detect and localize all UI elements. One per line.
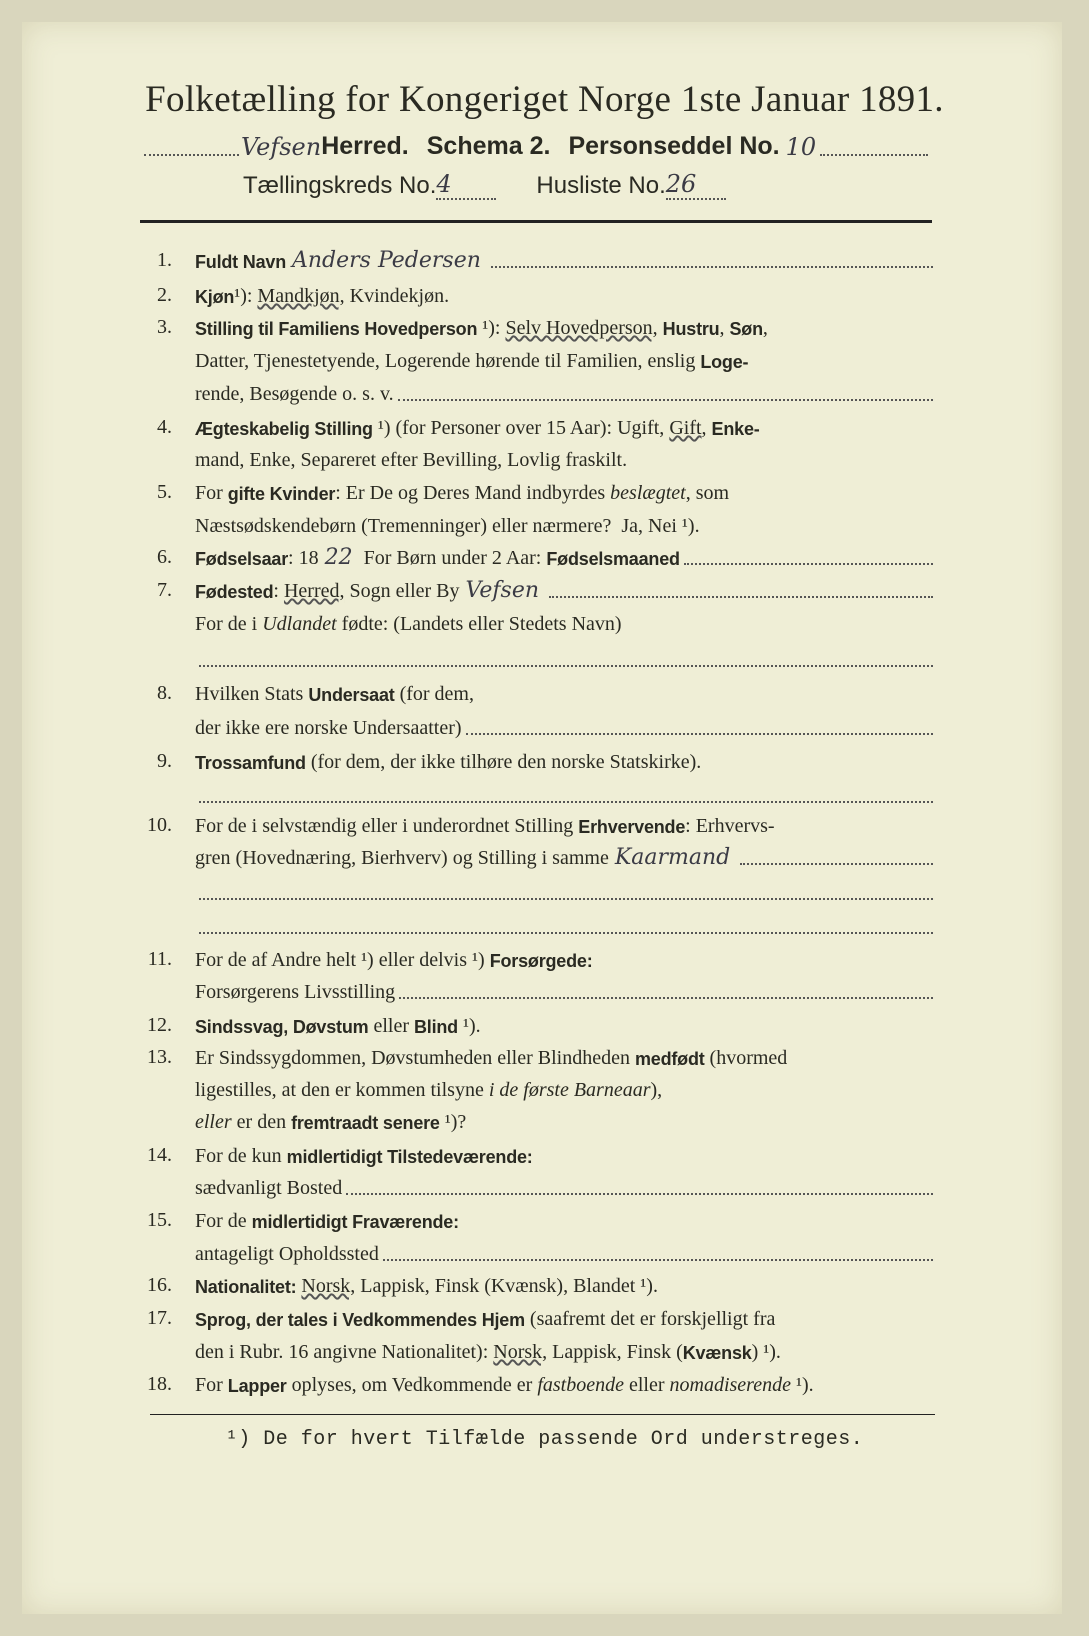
form-text: Hustru (662, 319, 720, 339)
form-text: For de (195, 1210, 252, 1232)
underlined-option: Herred, (283, 580, 345, 602)
form-text: : (273, 580, 284, 602)
form-text: rende, Besøgende o. s. v. (195, 383, 394, 405)
form-text: (for dem, (394, 683, 474, 705)
form-text: Fødselsaar (195, 549, 289, 569)
herred-line (140, 132, 930, 161)
form-text: Fuldt Navn (195, 252, 286, 272)
dotted-fill (346, 1193, 933, 1195)
form-text: Næstsødskendebørn (Tremenninger) eller nærmere? Ja, Nei ¹). (195, 515, 700, 537)
form-text: Forsørgede: (489, 951, 593, 971)
form-line (195, 946, 935, 972)
form-line (195, 347, 935, 373)
form-line (195, 1207, 935, 1233)
form-text: For de i (195, 613, 263, 635)
form-text: ¹) (for Personer over 15 Aar): Ugift, (372, 417, 670, 439)
form-text: midlertidigt Tilstedeværende: (286, 1147, 533, 1167)
item-number: 12. (147, 1014, 172, 1036)
dotted-fill (466, 733, 933, 735)
form-text: Sindssvag, Døvstum (195, 1017, 369, 1037)
herred-value: Vefsen (241, 133, 322, 161)
schema-label: Schema 2. (426, 132, 551, 160)
form-text: (for dem, der ikke tilhøre den norske Statskirke). (305, 751, 702, 773)
form-text: Kjøn (195, 287, 235, 307)
form-line (195, 1174, 935, 1200)
item-number: 2. (157, 284, 172, 306)
form-text: , (762, 317, 768, 339)
form-text: fødte: (Landets eller Stedets Navn) (336, 613, 622, 635)
item-number: 4. (157, 416, 172, 438)
form-title: Folketælling for Kongeriget Norge 1ste Januar 1891. (145, 79, 944, 120)
dotted-fill (144, 154, 239, 156)
form-text: , (701, 417, 712, 439)
form-text: Nationalitet: (195, 1277, 297, 1297)
form-text: antageligt Opholdssted (195, 1243, 379, 1265)
item-number: 9. (157, 750, 172, 772)
form-text: ¹): (234, 285, 258, 307)
form-text: mand, Enke, Separeret efter Bevilling, Lovlig fraskilt. (195, 449, 628, 471)
form-line (195, 1272, 935, 1298)
form-text: ), (650, 1079, 663, 1101)
form-line (195, 714, 935, 740)
form-text: Kvindekjøn. (344, 285, 450, 307)
form-line (195, 610, 935, 636)
form-line (195, 1371, 935, 1397)
personseddel-label: Personseddel No. (568, 132, 780, 160)
underlined-option: Gift (669, 417, 702, 439)
item-number: 8. (157, 682, 172, 704)
tellingskreds-value: 4 (436, 170, 496, 200)
item-number: 13. (147, 1046, 172, 1068)
handwritten-entry: 22 (324, 545, 353, 570)
form-text: gifte Kvinder (227, 484, 336, 504)
form-text: eller (368, 1015, 414, 1037)
form-text: ¹). (790, 1374, 814, 1396)
form-text: Udlandet (262, 613, 337, 635)
dotted-fill (199, 665, 933, 667)
form-text: Undersaat (308, 685, 395, 705)
form-text: der ikke ere norske Undersaatter) (195, 717, 462, 739)
form-text: For (195, 482, 228, 504)
item-number: 16. (147, 1274, 172, 1296)
form-text: Søn (729, 319, 763, 339)
dotted-fill (199, 932, 933, 934)
form-text: For de af Andre helt ¹) eller delvis ¹) (195, 949, 490, 971)
handwritten-entry: Kaarmand (614, 845, 731, 870)
dotted-fill (491, 266, 933, 268)
form-text: ) ¹). (751, 1341, 781, 1363)
form-text: : Er De og Deres Mand indbyrdes (335, 482, 611, 504)
item-number: 14. (147, 1144, 172, 1166)
form-line (195, 748, 935, 774)
form-text: ¹): (477, 317, 506, 339)
husliste-label: Husliste No. (536, 172, 666, 199)
dotted-fill (398, 399, 933, 401)
form-text: Lappisk, Finsk ( (547, 1341, 683, 1363)
form-text: Fødselsmaaned (546, 549, 680, 569)
form-text: Sogn eller By (344, 580, 460, 602)
footer-rule (150, 1414, 935, 1415)
tellingskreds-label: Tællingskreds No. (243, 172, 437, 199)
form-text: Blind (413, 1017, 458, 1037)
underlined-option: Norsk, (493, 1341, 548, 1363)
form-line (195, 1108, 935, 1134)
form-text: Trossamfund (195, 753, 306, 773)
form-line (195, 1044, 935, 1070)
form-text: For Børn under 2 Aar: (358, 547, 547, 569)
header-rule (140, 220, 932, 223)
item-number: 17. (147, 1307, 172, 1329)
form-line (195, 879, 935, 905)
form-line (195, 1076, 935, 1102)
form-text: Kvænsk (682, 1343, 752, 1363)
item-number: 1. (157, 249, 172, 271)
form-line (195, 844, 935, 870)
form-line (195, 680, 935, 706)
dotted-fill (820, 154, 928, 156)
underlined-option: Norsk, (301, 1275, 356, 1297)
item-number: 15. (147, 1209, 172, 1231)
form-line (195, 978, 935, 1004)
dotted-fill (684, 563, 933, 565)
form-text: Er Sindssygdommen, Døvstumheden eller Blindheden (195, 1047, 635, 1069)
handwritten-entry: Vefsen (465, 578, 540, 603)
dotted-fill (383, 1259, 933, 1261)
form-line (195, 512, 935, 538)
form-text: oplyses, om Vedkommende er (286, 1374, 538, 1396)
form-text: Erhvervende (578, 817, 686, 837)
item-number: 3. (157, 316, 172, 338)
form-text: gren (Hovednæring, Bierhverv) og Stilling i samme (195, 847, 609, 869)
form-line (195, 646, 935, 672)
form-line (195, 812, 935, 838)
form-text: (hvormed (704, 1047, 788, 1069)
item-number: 7. (157, 579, 172, 601)
item-number: 5. (157, 481, 172, 503)
form-text: nomadiserende (669, 1374, 791, 1396)
form-text: : Erhvervs- (685, 815, 775, 837)
form-text: Lappisk, Finsk (Kvænsk), Blandet ¹). (355, 1275, 658, 1297)
form-line (195, 1240, 935, 1266)
underlined-option: Mandkjøn, (257, 285, 345, 307)
form-text: beslægtet (610, 482, 686, 504)
item-number: 10. (147, 814, 172, 836)
form-text: fastboende (537, 1374, 624, 1396)
husliste-value: 26 (666, 170, 726, 200)
form-line (195, 282, 935, 308)
form-line (195, 1012, 935, 1038)
dotted-fill (740, 863, 933, 865)
dotted-fill (199, 898, 933, 900)
form-text: Sprog, der tales i Vedkommendes Hjem (195, 1310, 525, 1330)
form-line (195, 577, 935, 603)
form-text: fremtraadt senere (291, 1113, 440, 1133)
form-line (195, 314, 935, 340)
form-line (195, 414, 935, 440)
form-text: Stilling til Familiens Hovedperson (195, 319, 478, 339)
form-text: , som (685, 482, 730, 504)
form-text: den i Rubr. 16 angivne Nationalitet): (195, 1341, 494, 1363)
herred-label: Herred. (321, 132, 409, 160)
form-text: For de i selvstændig eller i underordnet Stilling (195, 815, 579, 837)
form-text: medfødt (634, 1049, 705, 1069)
form-text: Enke- (711, 419, 760, 439)
handwritten-entry: Anders Pedersen (292, 248, 481, 273)
form-line (195, 913, 935, 939)
underlined-option: Selv Hovedperson, (505, 317, 658, 339)
form-line (195, 247, 935, 273)
form-line (195, 380, 935, 406)
form-text: For (195, 1374, 228, 1396)
footnote: ¹) De for hvert Tilfælde passende Ord understreges. (225, 1428, 864, 1451)
form-line (195, 782, 935, 808)
item-number: 11. (147, 948, 172, 970)
form-text: Lapper (227, 1376, 287, 1396)
form-text: ¹). (457, 1015, 481, 1037)
form-text: Ægteskabelig Stilling (195, 419, 373, 439)
personseddel-value: 10 (785, 133, 817, 161)
form-text: Forsørgerens Livsstilling (195, 981, 396, 1003)
dotted-fill (399, 997, 933, 999)
item-number: 18. (147, 1373, 172, 1395)
form-text: midlertidigt Fraværende: (251, 1212, 459, 1232)
form-line (195, 1142, 935, 1168)
form-text: (saafremt det er forskjelligt fra (524, 1308, 776, 1330)
form-text: i de første Barneaar (488, 1079, 651, 1101)
dotted-fill (199, 801, 933, 803)
form-text: eller (195, 1111, 232, 1133)
form-line (195, 1338, 935, 1364)
form-text: er den (231, 1111, 292, 1133)
form-text: Datter, Tjenestetyende, Logerende hørende til Familien, enslig (195, 350, 701, 372)
form-text: ligestilles, at den er kommen tilsyne (195, 1079, 489, 1101)
form-text: eller (623, 1374, 670, 1396)
form-line (195, 544, 935, 570)
form-text: Loge- (700, 352, 749, 372)
form-text: , (719, 317, 730, 339)
form-line (195, 479, 935, 505)
form-line (195, 446, 935, 472)
form-text: Fødested (195, 582, 274, 602)
form-text: ¹)? (439, 1111, 467, 1133)
form-text: For de kun (195, 1145, 287, 1167)
dotted-fill (549, 596, 933, 598)
form-text: Hvilken Stats (195, 683, 309, 705)
form-text: : 18 (288, 547, 319, 569)
form-line (195, 1305, 935, 1331)
item-number: 6. (157, 546, 172, 568)
tellingskreds-line (243, 170, 726, 200)
form-text: sædvanligt Bosted (195, 1177, 343, 1199)
